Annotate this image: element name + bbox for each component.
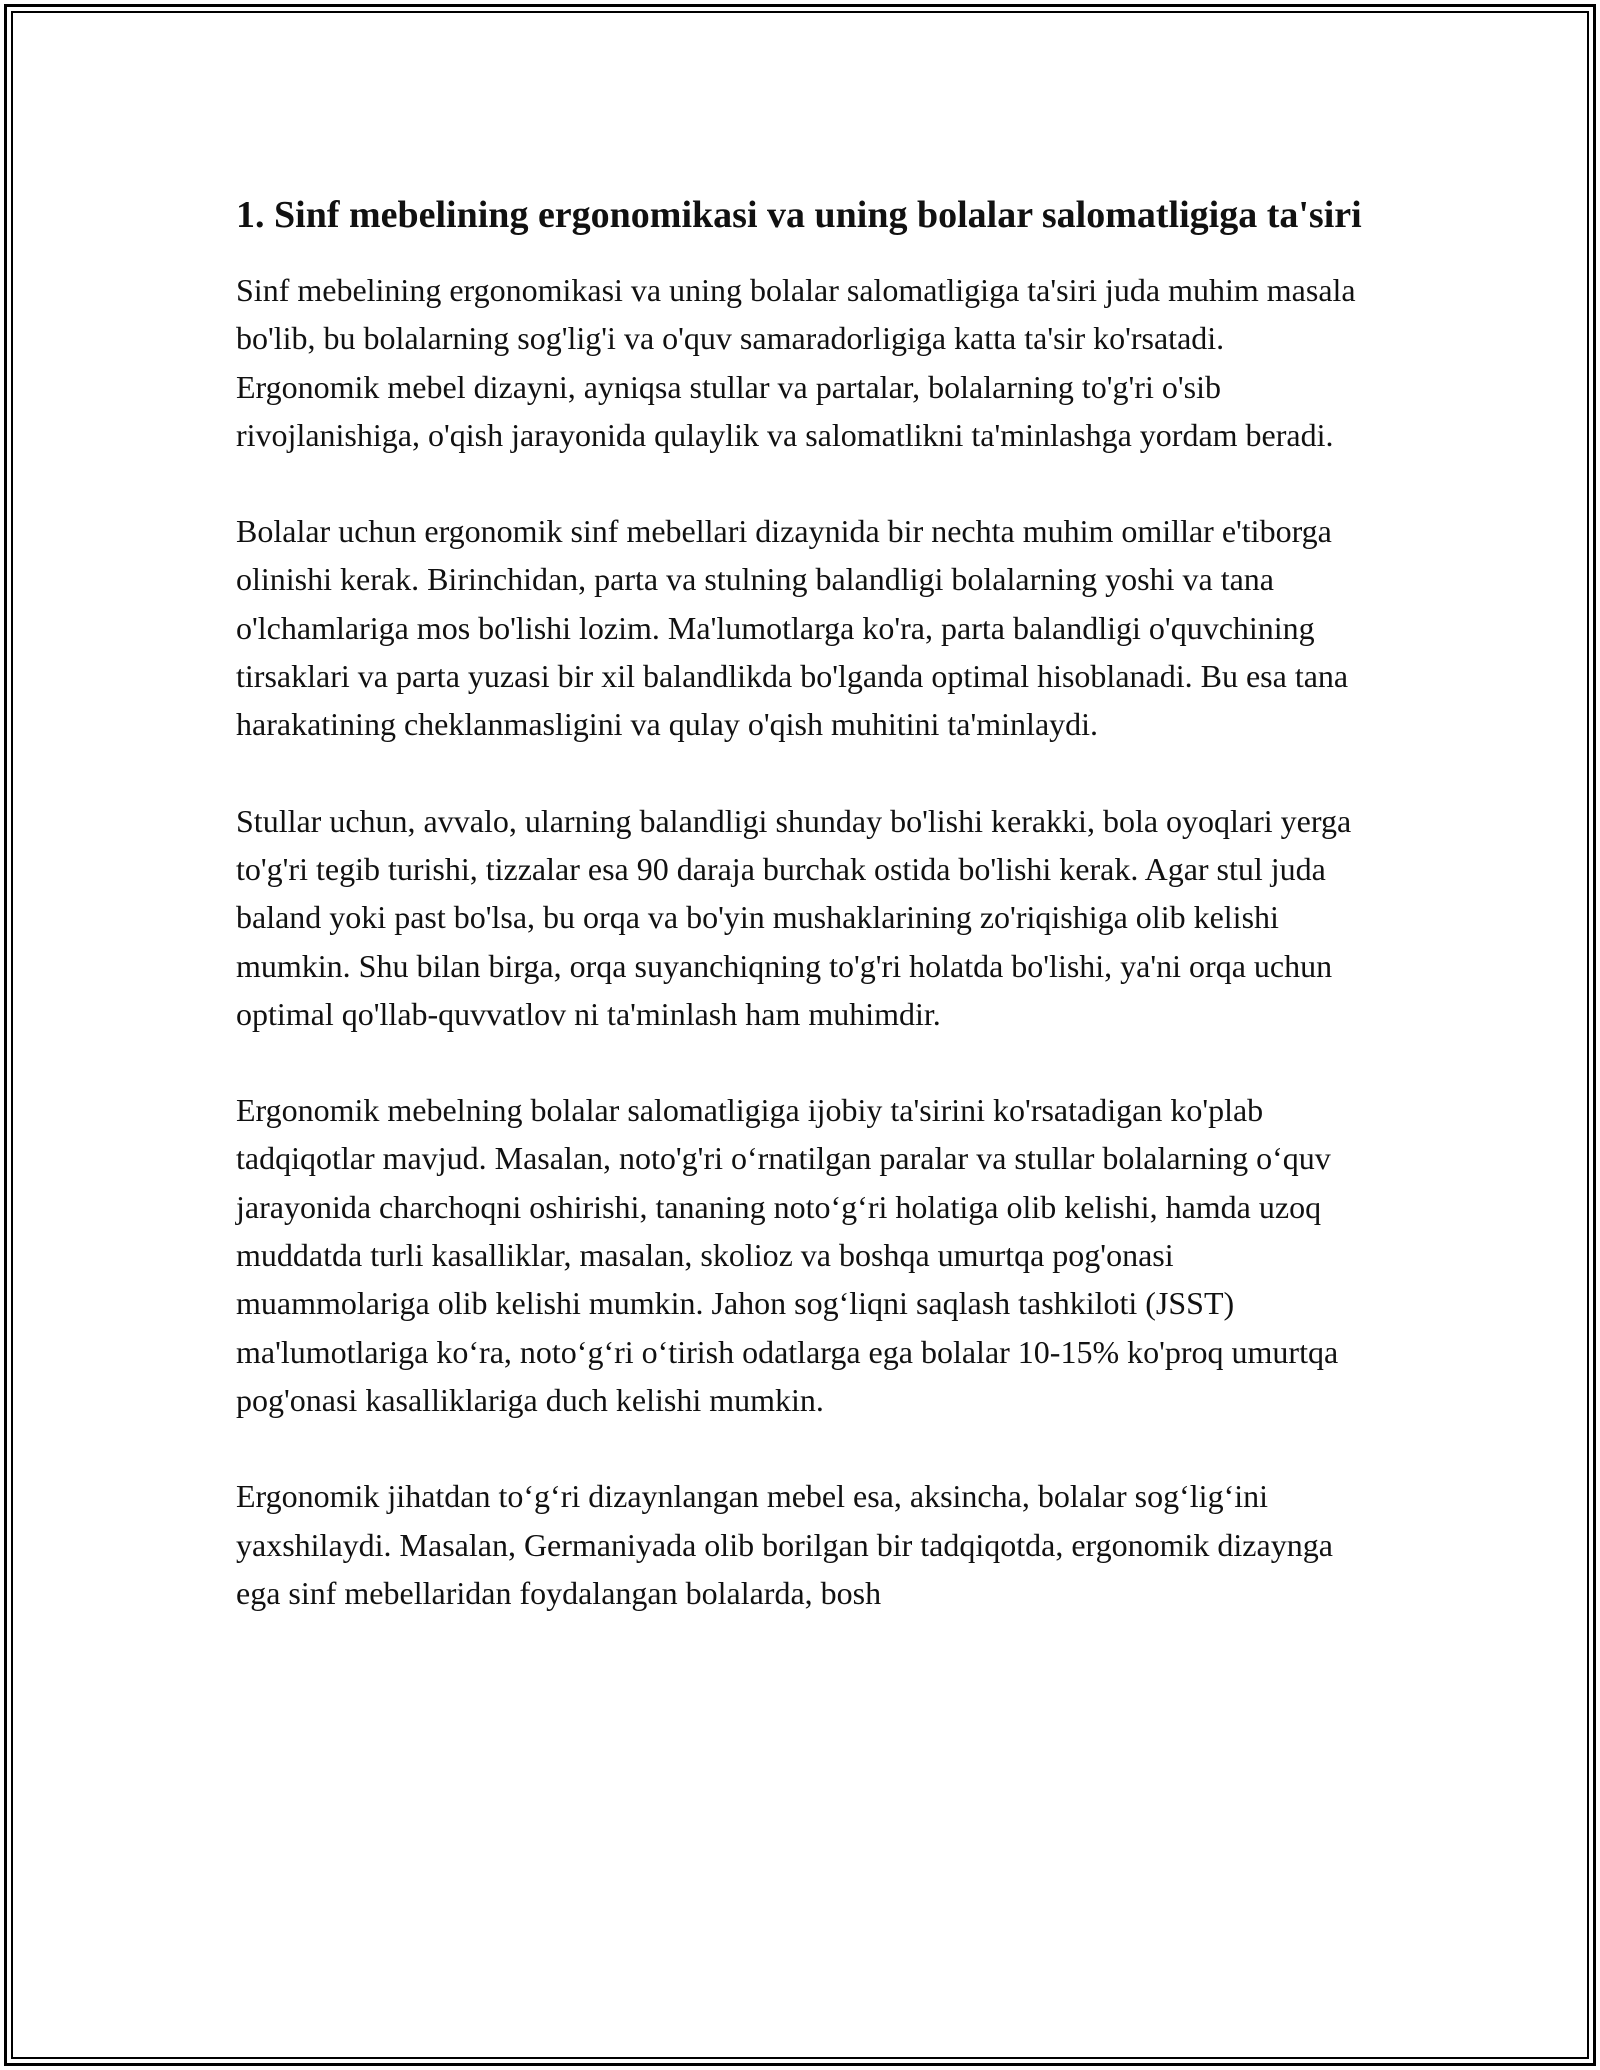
paragraph-3: Stullar uchun, avvalo, ularning balandligi shunday bo'lishi kerakki, bola oyoqlari yerga to'g'ri tegib turishi, tizzalar esa 90 daraja burchak ostida bo'lishi kerak. Agar stul juda baland yoki past bo'lsa, bu orqa va bo'yin mushaklarining zo'riqishiga olib kelishi mumkin. Shu bilan birga, orqa suyanchiqning to'g'ri holatda bo'lishi, ya'ni orqa uchun optimal qo'llab-quvvatlov ni ta'minlash ham muhimdir. (236, 802, 1352, 1032)
paragraph-2: Bolalar uchun ergonomik sinf mebellari dizaynida bir nechta muhim omillar e'tiborga olinishi kerak. Birinchidan, parta va stulning balandligi bolalarning yoshi va tana o'lchamlariga mos bo'lishi lozim. Ma'lumotlarga ko'ra, parta balandligi o'quvchining tirsaklari va parta yuzasi bir xil balandlikda bo'lganda optimal hisoblanadi. Bu esa tana harakatining cheklanmasligini va qulay o'qish muhitini ta'minlaydi. (236, 513, 1349, 743)
document-body (236, 188, 1366, 1665)
paragraph-1: Sinf mebelining ergonomikasi va uning bolalar salomatligiga ta'siri juda muhim masala bo'lib, bu bolalarning sog'lig'i va o'quv samaradorligiga katta ta'sir ko'rsatadi. Ergonomik mebel dizayni, ayniqsa stullar va partalar, bolalarning to'g'ri o'sib rivojlanishiga, o'qish jarayonida qulaylik va salomatlikni ta'minlashga yordam beradi. (236, 272, 1356, 453)
paragraph-4: Ergonomik mebelning bolalar salomatligiga ijobiy ta'sirini ko'rsatadigan ko'plab tadqiqotlar mavjud. Masalan, noto'g'ri o‘rnatilgan paralar va stullar bolalarning o‘quv jarayonida charchoqni oshirishi, tananing noto‘g‘ri holatiga olib kelishi, hamda uzoq muddatda turli kasalliklar, masalan, skolioz va boshqa umurtqa pog'onasi muammolariga olib kelishi mumkin. Jahon sog‘liqni saqlash tashkiloti (JSST) ma'lumotlariga ko‘ra, noto‘g‘ri o‘tirish odatlarga ega bolalar 10-15% ko'proq umurtqa pog'onasi kasalliklariga duch kelishi mumkin. (236, 1092, 1339, 1418)
section-heading: 1. Sinf mebelining ergonomikasi va uning bolalar salomatligiga ta'siri (236, 194, 1362, 236)
paragraph-5: Ergonomik jihatdan to‘g‘ri dizaynlangan mebel esa, aksincha, bolalar sog‘lig‘ini yaxshilaydi. Masalan, Germaniyada olib borilgan bir tadqiqotda, ergonomik dizaynga ega sinf mebellaridan foydalangan bolalarda, bosh (236, 1478, 1333, 1611)
